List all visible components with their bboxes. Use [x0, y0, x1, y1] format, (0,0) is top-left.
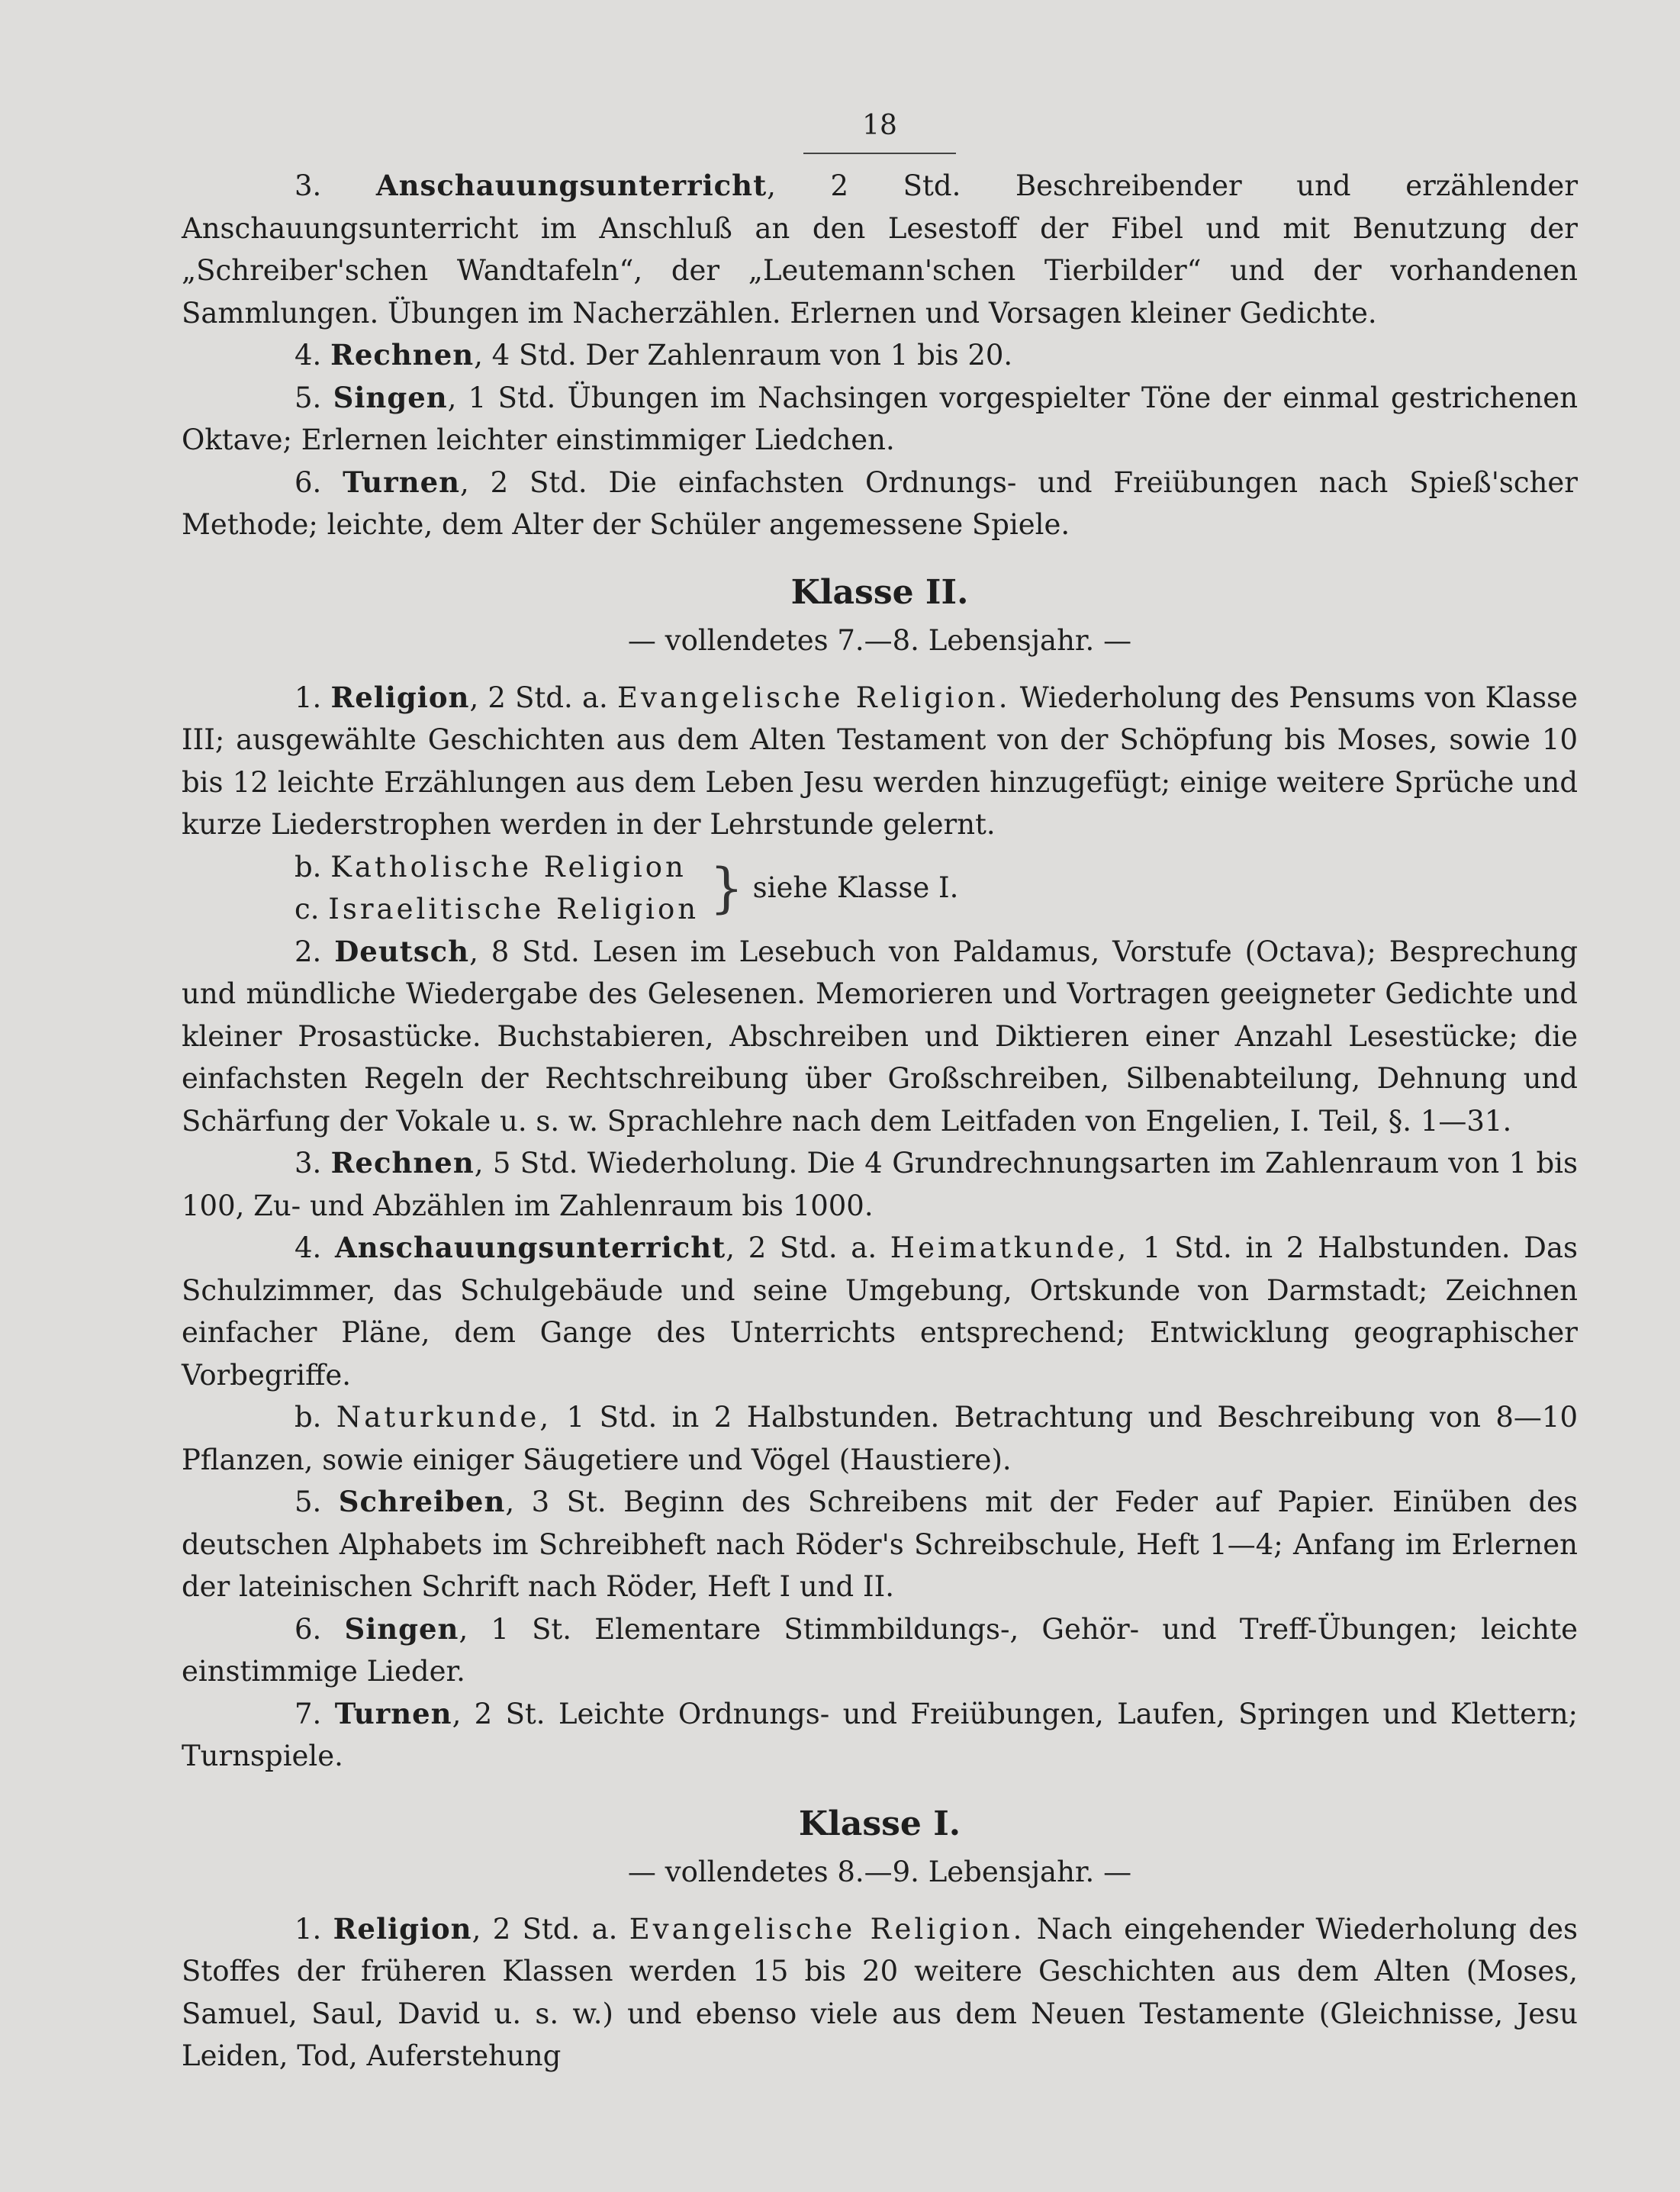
klasse-1-age: — vollendetes 8.—9. Lebensjahr. —: [627, 1855, 1132, 1888]
subject-title: Religion: [330, 680, 470, 714]
k2-section-schreiben: [182, 1481, 1578, 1608]
section-text: Elementare Stimmbildungs-, Gehör- und Treff-Übungen; leichte einstimmige Lieder.: [182, 1612, 1578, 1688]
section-text: Die einfachsten Ordnungs- und Freiübungen nach Spieß'scher Methode; leichte, dem Alter der Schüler angemessene Spiele.: [182, 465, 1578, 541]
section-number: 3.: [294, 1147, 322, 1180]
k2-section-rechnen: [182, 1142, 1578, 1227]
part-label: b.: [294, 850, 322, 884]
section-text: Leichte Ordnungs- und Freiübungen, Laufen, Springen und Klettern; Turnspiele.: [182, 1697, 1579, 1772]
subject-title: Singen: [344, 1611, 459, 1646]
religion-b-line: [294, 846, 699, 889]
part-label: a.: [851, 1231, 877, 1264]
section-number: 5.: [294, 1485, 322, 1518]
section-rechnen: [182, 334, 1578, 377]
religion-brace-block: [182, 846, 1578, 931]
section-text: Beginn des Schreibens mit der Feder auf Papier. Einüben des deutschen Alphabets im Schreibheft nach Röder's Schreibschule, Heft 1—4; Anfang im Erlernen der lateinischen Schrift nach Röder, Heft I und II.: [182, 1485, 1578, 1603]
section-text: Wiederholung. Die 4 Grundrechnungsarten im Zahlenraum von 1 bis 100, Zu- und Abzählen im Zahlenraum bis 1000.: [182, 1147, 1578, 1222]
subject-title: Religion: [333, 1911, 472, 1946]
subject-hours: , 2 Std.: [471, 1912, 581, 1946]
section-text: Nach eingehender Wiederholung des Stoffes der früheren Klassen werden 15 bis 20 weitere Geschichten aus dem Alten (Moses, Samuel, Saul, David u. s. w.) und ebenso viele aus dem Neuen Testamente (Gleichnisse, Jesu Leiden, Tod, Auferstehung: [182, 1912, 1579, 2072]
section-text: Wiederholung des Pensums von Klasse III; ausgewählte Geschichten aus dem Alten Testament von der Schöpfung bis Moses, sowie 10 bis 12 leichte Erzählungen aus dem Leben Jesu werden hinzugefügt; einige weitere Sprüche und kurze Liederstrophen werden in der Lehrstunde gelernt.: [182, 681, 1579, 841]
page-content: [182, 107, 1578, 2078]
subject-hours: , 1 Std.: [447, 381, 556, 414]
subject-title: Deutsch: [334, 934, 470, 968]
part-label: c.: [294, 893, 320, 925]
k2-section-naturkunde: [182, 1396, 1578, 1481]
section-text: Übungen im Nachsingen vorgespielter Töne der einmal gestrichenen Oktave; Erlernen leichter einstimmiger Liedchen.: [182, 381, 1579, 456]
subject-title: Rechnen: [330, 338, 475, 372]
part-title: Heimatkunde,: [890, 1231, 1130, 1264]
section-number: 1.: [294, 681, 322, 714]
k2-section-deutsch: [182, 931, 1578, 1143]
subject-hours: , 2 Std.: [767, 169, 961, 202]
k2-section-religion: [182, 677, 1578, 846]
section-text: Lesen im Lesebuch von Paldamus, Vorstufe (Octava); Besprechung und mündliche Wiedergabe des Gelesenen. Memorieren und Vortragen geeigneter Gedichte und kleiner Prosastücke. Buchstabieren, Abschreiben und Diktieren einer Anzahl Lesestücke; die einfachsten Regeln der Rechtschreibung über Großschreiben, Silbenabteilung, Dehnung und Schärfung der Vokale u. s. w. Sprachlehre nach dem Leitfaden von Engelien, I. Teil, §. 1—31.: [182, 935, 1579, 1138]
section-number: 6.: [294, 1612, 322, 1646]
klasse-1-heading: Klasse I.: [798, 1804, 961, 1843]
subject-hours: , 2 St.: [452, 1697, 546, 1730]
part-title: Katholische Religion: [330, 850, 687, 884]
subject-title: Anschauungsunterricht: [335, 1231, 726, 1264]
brace-reference: siehe Klasse I.: [752, 871, 959, 905]
page-number-rule: [803, 153, 956, 154]
page-number: 18: [862, 110, 897, 141]
brace-lines: [294, 846, 699, 931]
subject-hours: , 4 Std.: [474, 339, 577, 372]
subject-hours: , 2 Std.: [469, 681, 573, 714]
subject-hours: , 2 Std.: [460, 465, 587, 499]
section-anschauungsunterricht: [182, 165, 1578, 334]
section-text: 1 Std. in 2 Halbstunden. Das Schulzimmer, das Schulgebäude und seine Umgebung, Ortskunde von Darmstadt; Zeichnen einfacher Pläne, dem Gange des Unterrichts entsprechend; Entwicklung geographischer Vorbegriffe.: [182, 1231, 1578, 1392]
subject-hours: , 2 Std.: [726, 1231, 838, 1264]
subject-hours: , 5 Std.: [474, 1147, 578, 1180]
brace-glyph: }: [710, 857, 744, 919]
section-singen: [182, 377, 1578, 462]
klasse-2-heading: Klasse II.: [790, 572, 969, 612]
part-title: Israelitische Religion: [328, 893, 700, 925]
section-text: 1 Std. in 2 Halbstunden. Betrachtung und Beschreibung von 8—10 Pflanzen, sowie einiger Säugetiere und Vögel (Haustiere).: [182, 1401, 1579, 1476]
subject-hours: , 1 St.: [459, 1612, 572, 1646]
section-number: 6.: [294, 465, 322, 499]
part-title: Evangelische Religion.: [617, 681, 1011, 714]
part-label: a.: [582, 681, 608, 714]
section-turnen: [182, 462, 1578, 546]
k2-section-anschauungsunterricht: [182, 1227, 1578, 1396]
subject-hours: , 8 Std.: [469, 935, 580, 968]
section-number: 4.: [294, 1231, 322, 1264]
subject-title: Rechnen: [330, 1146, 475, 1180]
section-number: 1.: [294, 1912, 322, 1946]
section-number: 5.: [294, 381, 322, 414]
subject-hours: , 3 St.: [505, 1485, 607, 1518]
part-label: b.: [294, 1401, 322, 1434]
section-number: 4.: [294, 339, 322, 372]
religion-c-line: [294, 888, 699, 931]
subject-title: Turnen: [343, 465, 461, 499]
part-title: Evangelische Religion.: [629, 1912, 1025, 1946]
k2-section-singen: [182, 1608, 1578, 1693]
subject-title: Singen: [333, 380, 448, 414]
k1-section-religion: [182, 1908, 1578, 2078]
section-number: 3.: [294, 169, 322, 202]
k2-section-turnen: [182, 1693, 1578, 1778]
klasse-2-age: — vollendetes 7.—8. Lebensjahr. —: [627, 623, 1132, 657]
part-label: a.: [591, 1912, 618, 1946]
subject-title: Schreiben: [338, 1485, 506, 1518]
subject-title: Turnen: [334, 1696, 452, 1730]
section-number: 2.: [294, 935, 322, 968]
section-text: Beschreibender und erzählender Anschauungsunterricht im Anschluß an den Lesestoff der Fibel und mit Benutzung der „Schreiber'schen Wandtafeln“, der „Leutemann'schen Tierbilder“ und der vorhandenen Sammlungen. Übungen im Nacherzählen. Erlernen und Vorsagen kleiner Gedichte.: [182, 169, 1579, 330]
section-number: 7.: [294, 1697, 322, 1730]
section-text: Der Zahlenraum von 1 bis 20.: [585, 339, 1013, 372]
part-title: Naturkunde,: [336, 1401, 552, 1434]
subject-title: Anschauungsunterricht: [375, 169, 768, 202]
